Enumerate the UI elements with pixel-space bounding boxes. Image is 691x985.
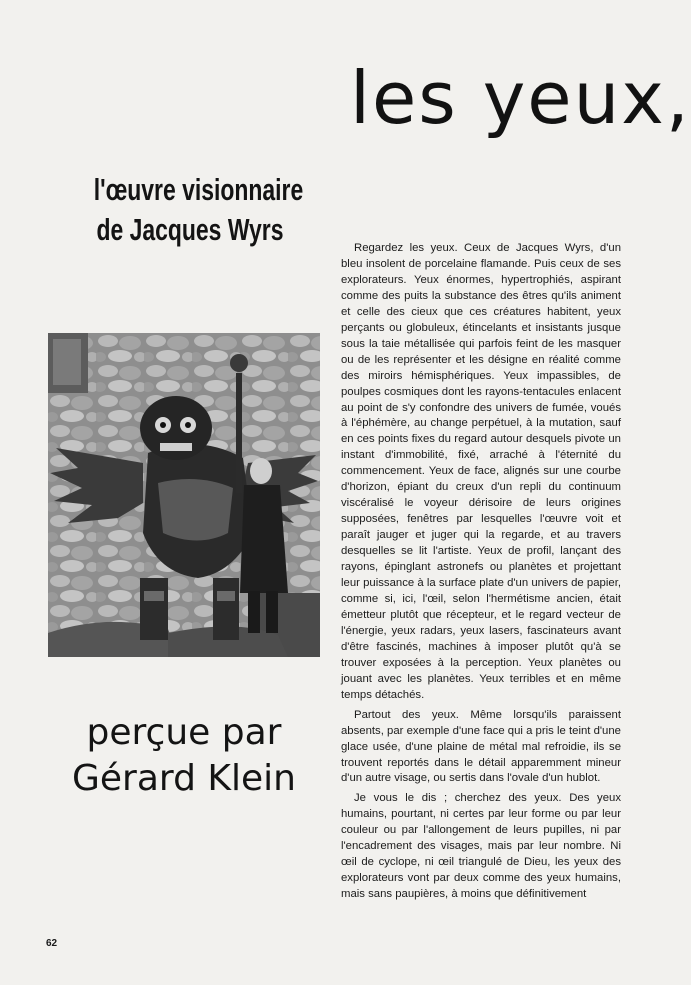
- page-number: 62: [46, 938, 58, 949]
- body-paragraph-3: Je vous le dis ; cherchez des yeux. Des yeux humains, pourtant, ni certes par leur forme ou par leur couleur ou par l'allongement de leurs pupilles, ni par l'encadrement des visages, mais par leur nombre. Ni œil de cyclope, ni œil triangulé de Dieu, les yeux des explorateurs vont par deux comme des yeux humains, mais sans paupières, à moins que définitivement: [341, 792, 621, 901]
- author-credit: [52, 710, 316, 802]
- body-paragraph-2: Partout des yeux. Même lorsqu'ils paraissent absents, par exemple d'une face qui a pris le teint d'une glace usée, d'une plaine de métal mal refroidie, ils se trouvent reportés dans le détail apparemment mineur d'un autre visage, ou sertis dans l'ovale d'un hublot.: [341, 708, 621, 785]
- article-subtitle: [93, 170, 304, 250]
- article-body: [341, 241, 621, 907]
- author-line-1: perçue par: [86, 712, 282, 753]
- sculpture-photo: [48, 333, 320, 657]
- article-title: les yeux,: [350, 56, 691, 140]
- author-line-2: Gérard Klein: [72, 758, 296, 799]
- body-paragraph-1: Regardez les yeux. Ceux de Jacques Wyrs, d'un bleu insolent de porcelaine flamande. Puis ceux de ses explorateurs. Yeux énormes, hypertrophiés, aspirant comme des puits la substance des êtres qu'ils animent et celle des cieux que ces créatures habitent, yeux perçants ou globuleux, étincelants et insistants jusque sous la taie métallisée qui parfois feint de les masquer ou de les représenter et les désigne en réalité comme des miroirs hémisphériques. Yeux impassibles, de poulpes cosmiques dont les rayons-tentacules enlacent au point de s'y confondre des univers de fumée, voués à l'éphémère, au change perpétuel, à la mutation, sauf en ces points fixes du regard autour desquels pivote un instant d'immobilité, fixé, arraché à l'éternité du commencement. Yeux de face, alignés sur une courbe d'horizon, épiant du creux d'un repli du continuum viscéralisé le voyeur dérisoire de leurs origines supposées, fenêtres par lesquelles l'œuvre voit et paraît jauger et juger qui la regarde, et au travers desquelles se lit l'artiste. Yeux de profil, lançant des rayons, épinglant astronefs ou planètes et projettant leur puissance à la surface plate d'un univers de papier, comme si, ici, l'œil, selon l'hermétisme ancien, était émetteur plutôt que récepteur, et le regard vecteur de l'énergie, yeux radars, yeux lasers, fascinateurs avant d'être fascinés, machines à imposer plutôt qu'à se trouver exposées à la perception. Yeux planètes ou jouant avec les planètes. Yeux terribles et en même temps détachés.: [341, 242, 621, 701]
- sculpture-photo-illustration: [48, 333, 320, 657]
- subtitle-line-1: l'œuvre visionnaire: [93, 172, 304, 207]
- subtitle-line-2: de Jacques Wyrs: [96, 212, 284, 247]
